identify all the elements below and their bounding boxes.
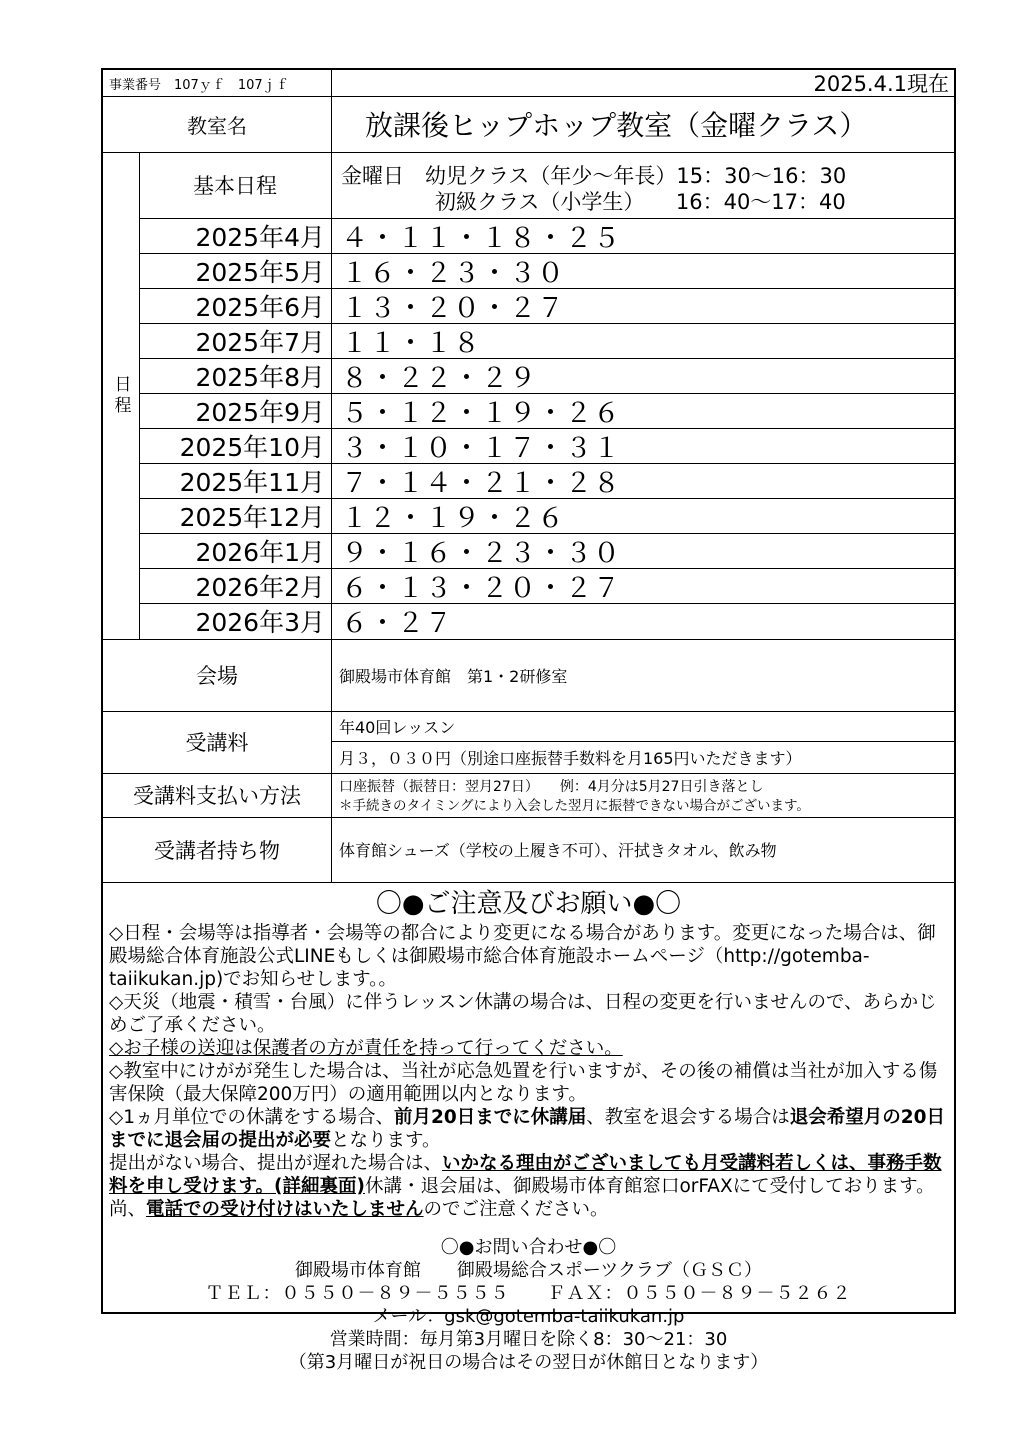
basic-schedule-line2: 初級クラス（小学生） 16：40～17：40 — [435, 190, 846, 214]
contact-phone: ＴＥＬ：０５５０－８９－５５５５ ＦＡＸ：０５５０－８９－５２６２ — [205, 1283, 852, 1304]
contact-title: 〇●お問い合わせ●〇 — [440, 1237, 617, 1258]
fee-line2: 月３，０３０円（別途口座振替手数料を月165円いただきます） — [339, 748, 802, 768]
month-dates: ７・１４・２１・２８ — [341, 468, 621, 499]
notice-body — [109, 922, 945, 1221]
fee-label: 受講料 — [185, 731, 249, 755]
month-dates: ３・１０・１７・３１ — [341, 433, 621, 464]
contact-note: （第3月曜日が祝日の場合はその翌日が休館日となります） — [288, 1352, 769, 1373]
classroom-name: 放課後ヒップホップ教室（金曜クラス） — [365, 109, 868, 142]
month-label: 2025年7月 — [195, 327, 325, 357]
payment-label: 受講料支払い方法 — [133, 784, 301, 808]
belongings-value: 体育館シューズ（学校の上履き不可）、汗拭きタオル、飲み物 — [339, 841, 777, 860]
fee-line1: 年40回レッスン — [339, 717, 456, 737]
month-dates: ９・１６・２３・３０ — [341, 538, 621, 569]
month-dates: １６・２３・３０ — [341, 258, 565, 289]
as-of-date: 2025.4.1現在 — [813, 72, 949, 96]
month-dates: ６・２７ — [341, 608, 453, 639]
month-label: 2025年4月 — [195, 222, 325, 252]
notice-p4: ◇教室中にけがが発生した場合は、当社が応急処置を行いますが、その後の補償は当社が加入する傷害保険（最大保障200万円）の適用範囲以内となります。 — [109, 1061, 938, 1105]
month-label: 2026年3月 — [195, 607, 325, 637]
venue-value: 御殿場市体育館 第1・2研修室 — [339, 666, 568, 686]
month-label: 2025年12月 — [179, 502, 325, 532]
notice-p5: ◇1ヵ月単位での休講をする場合、前月20日までに休講届、教室を退会する場合は退会希望月の20日までに退会届の提出が必要となります。 — [109, 1107, 946, 1151]
basic-schedule-line1: 金曜日 幼児クラス（年少～年長）15：30～16：30 — [341, 164, 847, 188]
month-dates: ５・１２・１９・２６ — [341, 398, 621, 429]
payment-line1: 口座振替（振替日：翌月27日） 例：4月分は5月27日引き落とし — [339, 779, 764, 795]
month-dates: ６・１３・２０・２７ — [341, 573, 621, 604]
month-label: 2026年1月 — [195, 537, 325, 567]
notice-title: 〇●ご注意及びお願い●〇 — [375, 888, 682, 919]
contact-mail: メール：gsk@gotemba-taiikukan.jp — [372, 1306, 685, 1327]
month-label: 2025年8月 — [195, 362, 325, 392]
month-label: 2025年5月 — [195, 257, 325, 287]
notice-p6: 提出がない場合、提出が遅れた場合は、いかなる理由がございましても月受講料若しくは、事務手数料を申し受けます。(詳細裏面)休講・退会届は、御殿場市体育館窓口orFAXにて受付しております。尚、電話での受け付けはいたしませんのでご注意ください。 — [109, 1153, 942, 1220]
month-label: 2026年2月 — [195, 572, 325, 602]
contact-block — [103, 1236, 954, 1374]
classroom-label: 教室名 — [187, 113, 247, 138]
month-label: 2025年11月 — [179, 467, 325, 497]
month-label: 2025年10月 — [179, 432, 325, 462]
month-dates: ８・２２・２９ — [341, 363, 537, 394]
month-label: 2025年6月 — [195, 292, 325, 322]
notice-p2: ◇天災（地震・積雪・台風）に伴うレッスン休講の場合は、日程の変更を行いませんので、あらかじめご了承ください。 — [109, 992, 937, 1036]
month-dates: １２・１９・２６ — [341, 503, 565, 534]
month-label: 2025年9月 — [195, 397, 325, 427]
basic-schedule-label: 基本日程 — [193, 174, 277, 198]
venue-label: 会場 — [196, 664, 238, 688]
schedule-section-label: 日程 — [110, 375, 131, 417]
document-sheet — [101, 68, 956, 1373]
contact-hours: 営業時間：毎月第3月曜日を除く8：30～21：30 — [329, 1329, 728, 1350]
belongings-label: 受講者持ち物 — [154, 838, 280, 863]
month-dates: １３・２０・２７ — [341, 293, 565, 324]
contact-orgs: 御殿場市体育館 御殿場総合スポーツクラブ（ＧＳＣ） — [294, 1260, 763, 1281]
notice-p1: ◇日程・会場等は指導者・会場等の都合により変更になる場合があります。変更になった場合は、御殿場総合体育施設公式LINEもしくは御殿場市総合体育施設ホームページ（http://gotemba-taiikukan.jp)でお知らせします。。 — [109, 923, 936, 990]
month-dates: ４・１１・１８・２５ — [341, 223, 621, 254]
payment-line2: ＊手続きのタイミングにより入会した翌月に振替できない場合がございます。 — [339, 798, 810, 814]
notice-p3: ◇お子様の送迎は保護者の方が責任を持って行ってください。 — [109, 1038, 623, 1059]
jigyo-bango: 事業番号 107ｙｆ 107ｊｆ — [109, 77, 289, 93]
month-dates: １１・１８ — [341, 328, 481, 359]
